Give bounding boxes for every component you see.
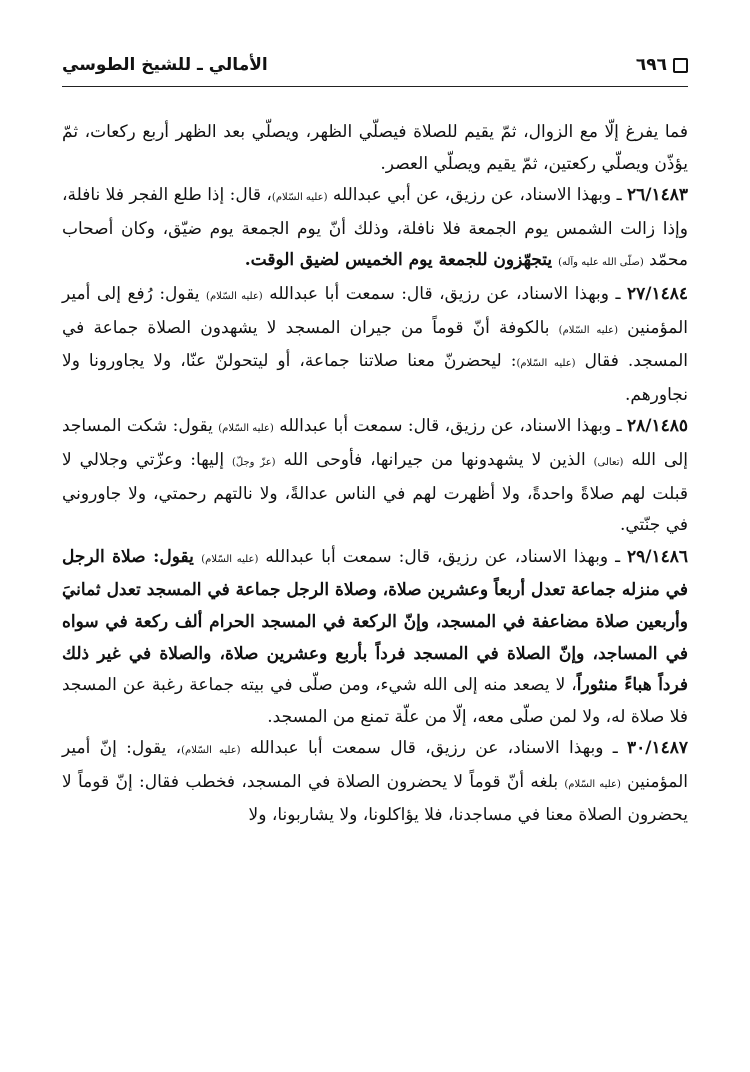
hadith-number: ٢٨/١٤٨٥ bbox=[627, 416, 688, 437]
honorific: (عليه السّلام) bbox=[201, 553, 259, 565]
honorific: (صلّى الله عليه وآله) bbox=[558, 257, 644, 269]
header-divider bbox=[62, 86, 688, 87]
hadith-1485: ٢٨/١٤٨٥ ـ وبهذا الاسناد، عن رزيق، قال: سمعت أبا عبدالله (عليه السّلام) يقول: شكت المساجد إلى الله (تعالى) الذين لا يشهدونها من جيرانها، فأوحى الله (عزّ وجلّ) إليها: وعزّتي وجلالي لا قبلت لهم صلاةً واحدةً، ولا أظهرت لهم في الناس عدالةً، ولا نالتهم رحمتي، ولا جاوروني في جنّتي. bbox=[62, 416, 688, 536]
honorific: (تعالى) bbox=[593, 456, 624, 468]
hadith-number: ٣٠/١٤٨٧ bbox=[626, 738, 688, 759]
hadith-1487: ٣٠/١٤٨٧ ـ وبهذا الاسناد، عن رزيق، قال سمعت أبا عبدالله (عليه السّلام)، يقول: إنّ أمير المؤمنين (عليه السّلام) بلغه أنّ قوماً لا يحضرون الصلاة في المسجد، فخطب فقال: إنّ قوماً لا يحضرون الصلاة معنا في مساجدنا، فلا يؤاكلونا، ولا يشاربونا، ولا bbox=[62, 738, 688, 826]
honorific: (عليه السّلام) bbox=[516, 358, 576, 370]
hadith-number: ٢٧/١٤٨٤ bbox=[627, 283, 688, 304]
honorific: (عليه السّلام) bbox=[271, 192, 328, 204]
hadith-1483: ٢٦/١٤٨٣ ـ وبهذا الاسناد، عن رزيق، عن أبي عبدالله (عليه السّلام)، قال: إذا طلع الفجر فلا نافلة، وإذا زالت الشمس يوم الجمعة فلا نافلة، وذلك أنّ يوم الجمعة يوم ضيّق، وكان أصحاب محمّد (صلّى الله عليه وآله) يتجهّزون للجمعة يوم الخميس لضيق الوقت. bbox=[62, 185, 688, 271]
hadith-number: ٢٦/١٤٨٣ bbox=[627, 185, 688, 206]
page-body bbox=[62, 117, 688, 832]
honorific: (عليه السّلام) bbox=[181, 745, 241, 757]
honorific: (عليه السّلام) bbox=[206, 290, 263, 302]
hadith-1484: ٢٧/١٤٨٤ ـ وبهذا الاسناد، عن رزيق، قال: سمعت أبا عبدالله (عليه السّلام) يقول: رُفع إلى أمير المؤمنين (عليه السّلام) بالكوفة أنّ قوماً من جيران المسجد لا يشهدون الصلاة جماعة في المسجد. فقال (عليه السّلام): ليحضرنّ معنا صلاتنا جماعة، أو ليتحولنّ عنّا، ولا يجاورونا ولا نجاورهم. bbox=[62, 283, 689, 405]
page-number-text: ٦٩٦ bbox=[635, 55, 667, 75]
paragraph-continuation: فما يفرغ إلّا مع الزوال، ثمّ يقيم للصلاة فيصلّي الظهر، ويصلّي بعد الظهر أربع ركعات، ثمّ يؤذّن ويصلّي ركعتين، ثمّ يقيم ويصلّي العصر. bbox=[62, 122, 688, 174]
hadith-1486: ٢٩/١٤٨٦ ـ وبهذا الاسناد، عن رزيق، قال: سمعت أبا عبدالله (عليه السّلام) يقول: صلاة الرجل في منزله جماعة تعدل أربعاً وعشرين صلاة، وصلاة الرجل جماعة في المسجد تعدل ثمانيَ وأربعين صلاة مضاعفة في المسجد، وإنّ الركعة في المسجد الحرام ألف ركعة في سواه في المساجد، وإنّ الصلاة في المسجد فرداً بأربع وعشرين صلاة، والصلاة في غير ذلك فرداً هباءً منثوراً، لا يصعد منه إلى الله شيء، ومن صلّى في بيته جماعة رغبة عن المسجد فلا صلاة له، ولا لمن صلّى معه، إلّا من علّة تمنع من المسجد. bbox=[62, 546, 688, 727]
honorific: (عليه السّلام) bbox=[218, 423, 274, 435]
honorific: (عليه السّلام) bbox=[564, 778, 621, 790]
page-number bbox=[636, 55, 688, 75]
square-box-icon bbox=[673, 58, 688, 73]
honorific: (عزّ وجلّ) bbox=[232, 456, 276, 468]
honorific: (عليه السّلام) bbox=[558, 324, 618, 336]
book-title: الأمالي ـ للشيخ الطوسي bbox=[62, 55, 268, 75]
running-header bbox=[62, 50, 688, 80]
hadith-number: ٢٩/١٤٨٦ bbox=[627, 546, 688, 567]
